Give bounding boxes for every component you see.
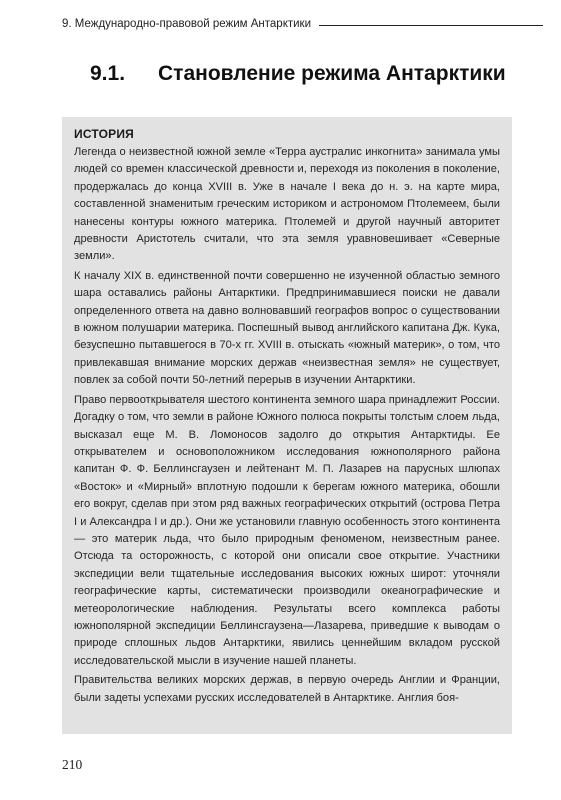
running-head xyxy=(62,18,543,30)
box-paragraph-2: К началу XIX в. единственной почти совершенно не изученной областью земного шара оставались районы Антарктики. Предпринимавшиеся поиски не давали определенного ответа на давно волновавший географов вопрос о существовании в южном полушарии материка. Поспешный вывод английского капитана Дж. Кука, безуспешно пытавшегося в 70-х гг. XVIII в. отыскать «южный материк», о том, что привлекавшая внимание морских держав «неизвестная земля» не существует, повлек за собой почти 50-летний перерыв в изучении Антарктики. xyxy=(74,269,500,387)
running-head-rule xyxy=(319,25,543,26)
page-number: 210 xyxy=(62,757,83,772)
running-head-text: 9. Международно-правовой режим Антарктики xyxy=(62,18,312,30)
box-heading: ИСТОРИЯ xyxy=(74,127,135,141)
box-paragraph-1: Легенда о неизвестной южной земле «Терра аустралис инкогнита» занимала умы людей со времен классической древности и, переходя из поколения в поколение, продержалась до конца XVIII в. Уже в начале I века до н. э. на карте мира, составленной знаменитым греческим историком и астрономом Птолемеем, были нанесены контуры южного материка. Птолемей и другой научный авторитет древности Аристотель считали, что эта земля уравновешивает «Северные земли». xyxy=(74,146,500,263)
section-number: 9.1. xyxy=(90,62,126,85)
box-paragraph-3: Право первооткрывателя шестого континента земного шара принадлежит России. Догадку о том, что земли в районе Южного полюса покрыты толстым слоем льда, высказал еще М. В. Ломоносов задолго до открытия Антарктиды. Ее открывателем и основоположником исследования южнополярного района капитан Ф. Ф. Беллинсгаузен и лейтенант М. П. Лазарев на парусных шлюпах «Восток» и «Мирный» вплотную подошли к берегам южного материка, обошли его вокруг, сделав при этом ряд важных географических открытий (острова Петра I и Александра I и др.). Они же установили главную особенность этого континента — это материк льда, что было природным феноменом, неизвестным ранее. Отсюда та осторожность, с которой они описали свое открытие. Участники экспедиции вели тщательные исследования высоких южных широт: уточняли географические карты, систематически производили океанографические и метеорологические наблюдения. Результаты всего комплекса работы южнополярной экспедиции Беллинсгаузена—Лазарева, приведшие к выводам о природе сплошных льдов Антарктики, явились ценнейшим вкладом русской исследовательской мысли в изучение нашей планеты. xyxy=(74,393,500,667)
section-title: Становление режима Антарктики xyxy=(158,62,506,85)
history-sidebar-box xyxy=(62,117,512,734)
box-paragraph-4: Правительства великих морских держав, в первую очередь Англии и Франции, были задеты успехами русских исследователей в Антарктике. Англия боя- xyxy=(74,674,500,704)
section-heading xyxy=(90,62,541,86)
